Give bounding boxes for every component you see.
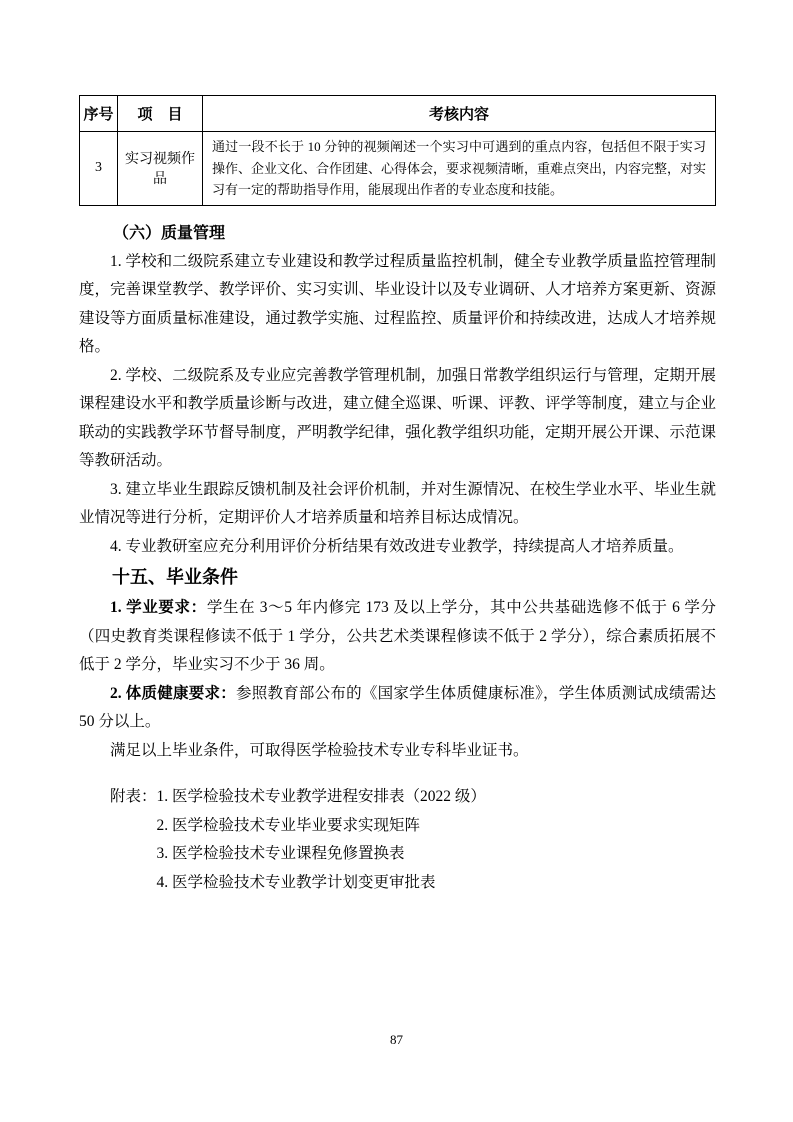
- appendix-items: [157, 783, 486, 897]
- cell-sequence-no: 3: [80, 132, 118, 206]
- page-number: 87: [390, 1032, 403, 1047]
- table-row: [80, 132, 716, 206]
- appendix-item-2: 2. 医学检验技术专业毕业要求实现矩阵: [156, 816, 421, 834]
- appendix-item-3: 3. 医学检验技术专业课程免修置换表: [156, 845, 405, 862]
- quality-paragraph-4: 4. 专业教研室应充分利用评价分析结果有效改进专业教学，持续提高人才培养质量。: [110, 537, 684, 555]
- column-header-item: 项 目: [118, 96, 203, 132]
- quality-paragraph-3: 3. 建立毕业生跟踪反馈机制及社会评价机制，并对生源情况、在校生学业水平、毕业生就业情况等进行分析，定期评价人才培养质量和培养目标达成情况。: [79, 480, 716, 526]
- academic-requirement-text: 学生在 3～5 年内修完 173 及以上学分，其中公共基础选修不低于 6 学分（四史教育类课程修读不低于 1 学分，公共艺术类课程修读不低于 2 学分），综合素质拓展不低于 2 学分，毕业实习不少于 36 周。: [79, 599, 716, 673]
- column-header-content: 考核内容: [203, 96, 716, 132]
- section-heading-quality: （六）质量管理: [113, 224, 226, 242]
- table-header-row: [80, 96, 716, 132]
- document-content: [79, 95, 716, 897]
- cell-item-name: 实习视频作品: [118, 132, 203, 206]
- assessment-table: [79, 95, 716, 206]
- appendix-item-4: 4. 医学检验技术专业教学计划变更审批表: [156, 873, 436, 891]
- health-requirement-label: 2. 体质健康要求：: [110, 684, 236, 702]
- quality-paragraph-1: 1. 学校和二级院系建立专业建设和教学过程质量监控机制，健全专业教学质量监控管理制度，完善课堂教学、教学评价、实习实训、毕业设计以及专业调研、人才培养方案更新、资源建设等方面质量标准建设，通过教学实施、过程监控、质量评价和持续改进，达成人才培养规格。: [79, 252, 716, 355]
- column-header-no: 序号: [80, 96, 118, 132]
- academic-requirement-label: 1. 学业要求：: [110, 599, 207, 616]
- cell-assessment-content: 通过一段不长于 10 分钟的视频阐述一个实习中可遇到的重点内容，包括但不限于实习操作、企业文化、合作团建、心得体会，要求视频清晰，重难点突出，内容完整，对实习有一定的帮助指导作用，能展现出作者的专业态度和技能。: [203, 132, 716, 206]
- appendix-label: 附表：: [110, 788, 157, 805]
- appendix-item-1: 1. 医学检验技术专业教学进程安排表（2022 级）: [156, 788, 486, 805]
- health-requirement-text: 参照教育部公布的《国家学生体质健康标准》，学生体质测试成绩需达 50 分以上。: [79, 684, 716, 730]
- chapter-heading-graduation: 十五、毕业条件: [112, 567, 238, 587]
- graduation-conclusion: 满足以上毕业条件，可取得医学检验技术专业专科毕业证书。: [110, 741, 529, 759]
- academic-requirement-paragraph: [79, 594, 716, 680]
- quality-paragraph-2: 2. 学校、二级院系及专业应完善教学管理机制，加强日常教学组织运行与管理，定期开展课程建设水平和教学质量诊断与改进，建立健全巡课、听课、评教、评学等制度，建立与企业联动的实践教学环节督导制度，严明教学纪律，强化教学组织功能，定期开展公开课、示范课等教研活动。: [79, 366, 716, 469]
- health-requirement-paragraph: [79, 680, 716, 737]
- appendix-list: [79, 783, 716, 897]
